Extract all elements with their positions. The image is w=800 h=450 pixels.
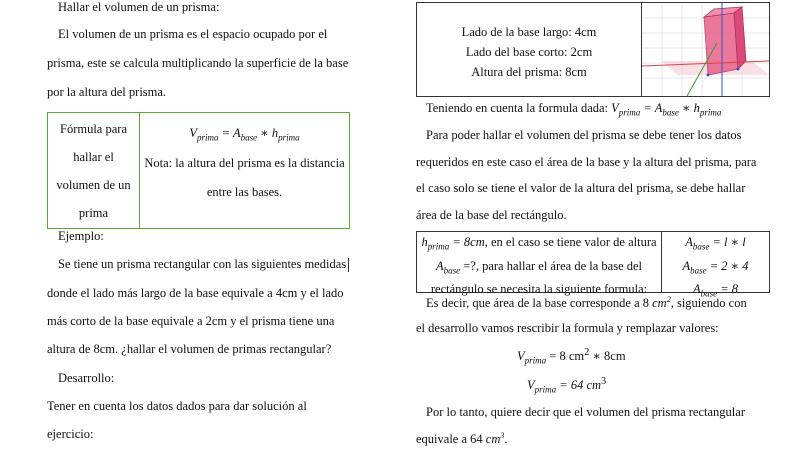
volume-formula: $V_{prima} = A_{base}$ ∗ $h_{prima}$ [189,126,300,143]
label-line: prima [78,206,109,220]
paragraph-line: requeridos en este caso el área de la base y la altura del prisma, para [416,155,757,169]
paragraph-line: por la altura del prisma. [47,85,167,99]
paragraph-line: altura de 8cm. ¿hallar el volumen de primas rectangular? [47,342,332,356]
paragraph-line: Es decir, que área de la base corresponde a 8 $cm^2$, siguiendo con [426,295,747,311]
data-box [416,2,770,97]
prism-figure [642,3,769,96]
prism-illustration [642,3,769,96]
note-line: entre las bases. [206,184,283,199]
formula-cell [140,125,349,207]
paragraph-line: el desarrollo vamos rescribir la formula y remplazar valores: [416,321,719,335]
note-line: Nota: la altura del prisma es la distancia [144,155,345,170]
formula-reference-line: Teniendo en cuenta la formula dada: $V_{prima} = A_{base}$ ∗ $h_{prima}$ [426,101,722,118]
paragraph-line: El volumen de un prisma es el espacio ocupado por el [58,27,328,41]
paragraph-line: área de la base del rectángulo. [416,208,567,222]
label-line: hallar el [73,150,114,164]
calc-line: $A_{base} = 2$ ∗ 4 [682,258,749,275]
paragraph-line: Se tiene un prisma rectangular con las siguientes medidas [58,257,349,272]
data-line: Altura del prisma: 8cm [471,65,587,79]
calc-line: $A_{base} = l$ ∗ l [685,235,746,252]
paragraph-line: equivale a 64 $cm^3$. [416,431,508,447]
data-line: Lado de la base largo: 4cm [461,25,597,39]
paragraph-line: prisma, este se calcula multiplicando la superficie de la base [47,56,349,70]
label-line: Fórmula para [60,122,127,136]
paragraph-line: Tener en cuenta los datos dados para dar solución al [47,399,307,413]
explanation-line: rectángulo se necesita la siguiente formula: [430,282,648,296]
explanation-line: $A_{base}$ =?, para hallar el área de la base del [435,258,643,275]
formula-table [47,112,350,229]
formula-note [140,149,349,207]
label-line: volumen de un [56,178,131,192]
example-label: Ejemplo: [58,229,104,243]
paragraph-line: Para poder hallar el volumen del prisma se debe tener los datos [426,128,742,142]
equation-substitution: $V_{prima} = 8$ $cm^2$ ∗ 8cm [517,347,626,366]
paragraph-line: donde el lado más largo de la base equivale a 4cm y el lado [47,286,344,300]
area-explanation [417,233,661,299]
formula-label [48,115,139,227]
data-line: Lado del base corto: 2cm [465,45,593,59]
given-data [417,22,641,82]
calc-line: $A_{base} = 8$ [692,282,739,299]
paragraph-line: el caso solo se tiene el valor de la altura del prisma, se debe hallar [416,181,746,195]
area-calculation [662,233,769,304]
explanation-line: $h_{prima} = 8cm$, en el caso se tiene valor de altura [421,235,657,252]
paragraph-line: Por lo tanto, quiere decir que el volumen del prisma rectangular [426,405,745,419]
development-label: Desarrollo: [58,371,115,385]
paragraph-line: más corto de la base equivale a 2cm y el prisma tiene una [47,314,335,328]
paragraph-line: ejercicio: [47,427,94,441]
text-cursor [348,258,349,272]
equation-result: $V_{prima} = 64$ $cm^3$ [527,376,607,395]
heading-volume: Hallar el volumen de un prisma: [58,0,220,14]
area-table [416,231,770,299]
